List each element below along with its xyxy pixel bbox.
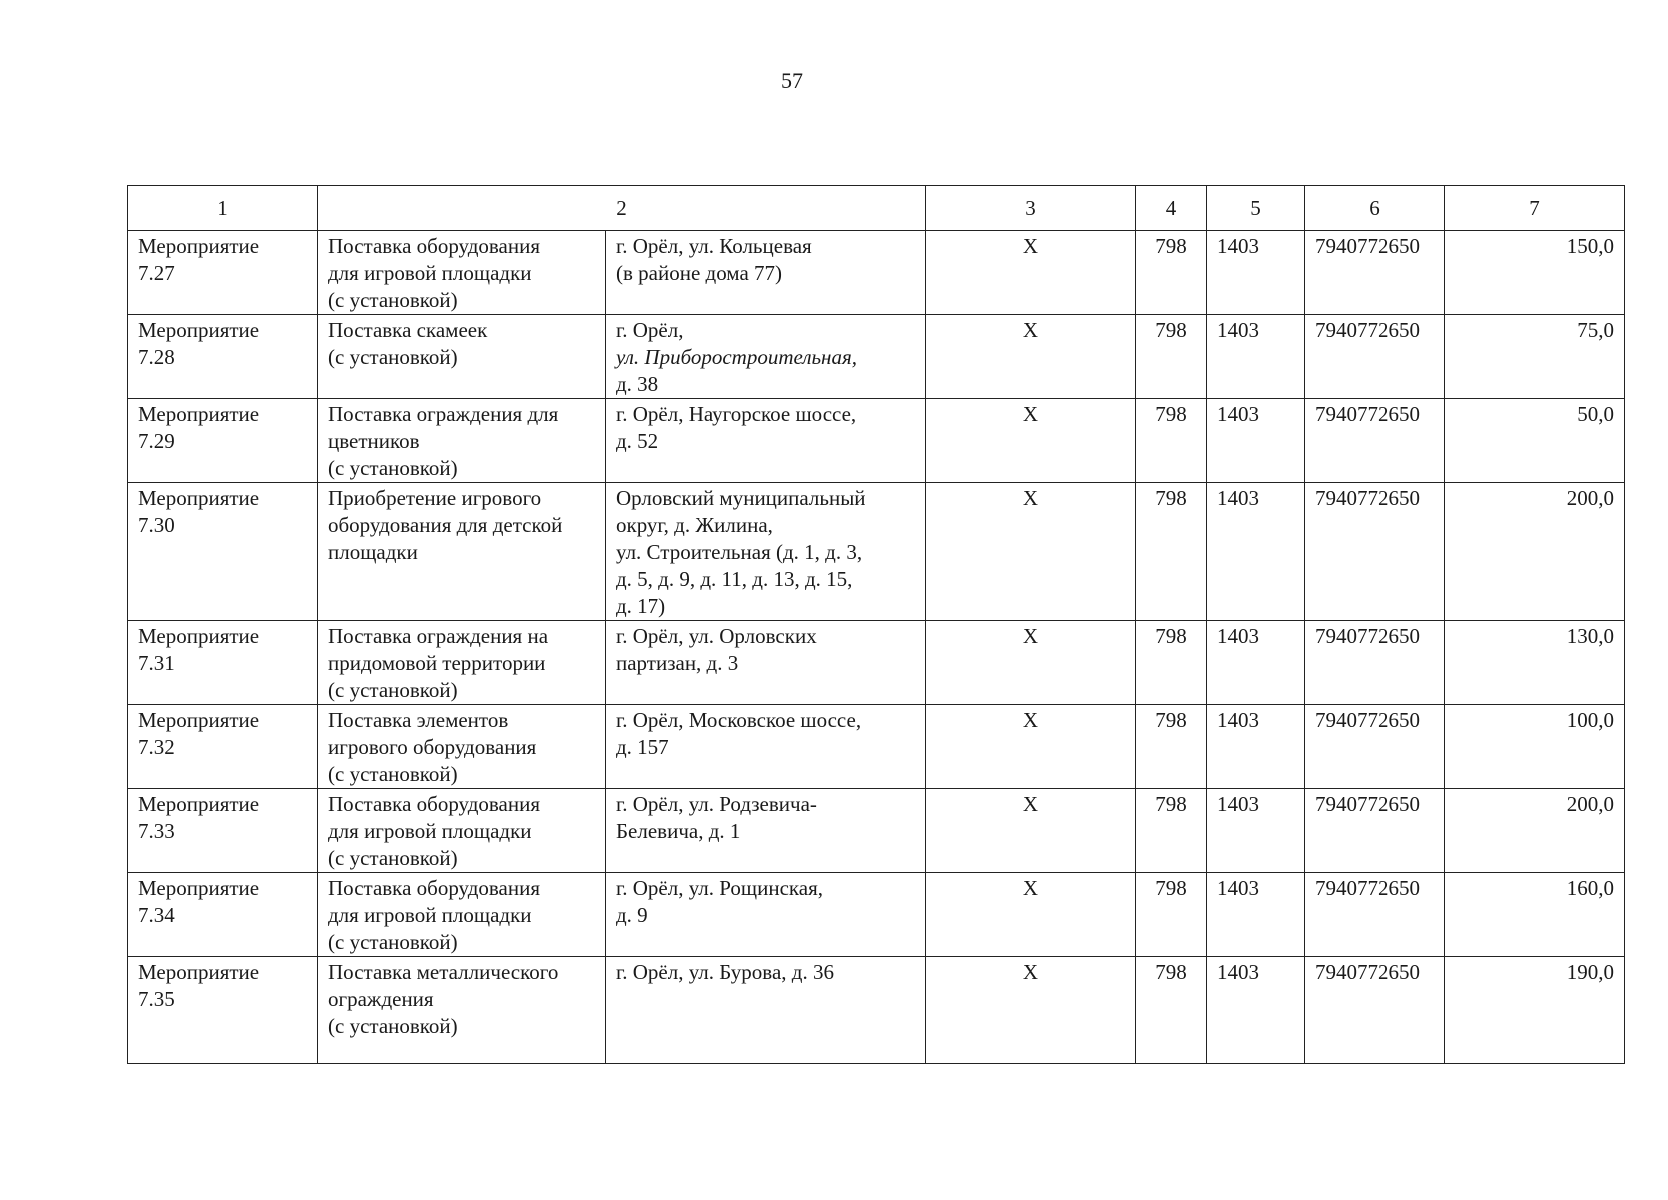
col5-cell: 1403 [1207,483,1305,621]
col5-cell: 1403 [1207,231,1305,315]
header-row [128,186,1625,231]
event-cell: Мероприятие 7.28 [128,315,318,399]
description-cell: Поставка элементов игрового оборудования (с установкой) [318,705,606,789]
activities-table [127,185,1625,1064]
col3-cell: Х [926,789,1136,873]
table-row [128,399,1625,483]
col3-cell: Х [926,231,1136,315]
address-cell: г. Орёл, ул. Кольцевая (в районе дома 77) [606,231,926,315]
col4-cell: 798 [1136,621,1207,705]
col7-cell: 160,0 [1445,873,1625,957]
col4-cell: 798 [1136,315,1207,399]
col4-cell: 798 [1136,399,1207,483]
col7-cell: 100,0 [1445,705,1625,789]
col5-cell: 1403 [1207,789,1305,873]
address-cell: г. Орёл, ул. Родзевича- Белевича, д. 1 [606,789,926,873]
col6-cell: 7940772650 [1305,483,1445,621]
address-line: ул. Приборостроительная, [616,345,857,369]
description-cell: Поставка металлического ограждения (с установкой) [318,957,606,1064]
table-row [128,483,1625,621]
description-cell: Поставка оборудования для игровой площадки (с установкой) [318,231,606,315]
table-row [128,621,1625,705]
col6-cell: 7940772650 [1305,873,1445,957]
col4-cell: 798 [1136,231,1207,315]
col5-cell: 1403 [1207,399,1305,483]
description-cell: Поставка оборудования для игровой площадки (с установкой) [318,789,606,873]
col7-cell: 150,0 [1445,231,1625,315]
event-cell: Мероприятие 7.34 [128,873,318,957]
col3-cell: Х [926,957,1136,1064]
address-line: г. Орёл, [616,318,684,342]
col6-cell: 7940772650 [1305,705,1445,789]
col6-cell: 7940772650 [1305,957,1445,1064]
col5-cell: 1403 [1207,315,1305,399]
col6-cell: 7940772650 [1305,789,1445,873]
col5-cell: 1403 [1207,621,1305,705]
description-cell: Приобретение игрового оборудования для детской площадки [318,483,606,621]
col7-cell: 190,0 [1445,957,1625,1064]
table-row [128,873,1625,957]
header-cell-1: 1 [128,186,318,231]
header-cell-3: 3 [926,186,1136,231]
address-line: д. 38 [616,372,659,396]
event-cell: Мероприятие 7.27 [128,231,318,315]
col4-cell: 798 [1136,483,1207,621]
page-number: 57 [781,68,803,93]
event-cell: Мероприятие 7.31 [128,621,318,705]
description-cell: Поставка скамеек (с установкой) [318,315,606,399]
col4-cell: 798 [1136,789,1207,873]
event-cell: Мероприятие 7.32 [128,705,318,789]
table-row [128,315,1625,399]
col3-cell: Х [926,399,1136,483]
col6-cell: 7940772650 [1305,315,1445,399]
col4-cell: 798 [1136,705,1207,789]
col7-cell: 200,0 [1445,483,1625,621]
col7-cell: 50,0 [1445,399,1625,483]
address-cell: г. Орёл, ул. Бурова, д. 36 [606,957,926,1064]
address-cell [606,315,926,399]
header-cell-7: 7 [1445,186,1625,231]
description-cell: Поставка оборудования для игровой площадки (с установкой) [318,873,606,957]
event-cell: Мероприятие 7.30 [128,483,318,621]
table-row [128,231,1625,315]
event-cell: Мероприятие 7.35 [128,957,318,1064]
table-row [128,789,1625,873]
address-cell: г. Орёл, ул. Орловских партизан, д. 3 [606,621,926,705]
description-cell: Поставка ограждения для цветников (с установкой) [318,399,606,483]
col7-cell: 200,0 [1445,789,1625,873]
col5-cell: 1403 [1207,873,1305,957]
col4-cell: 798 [1136,957,1207,1064]
col3-cell: Х [926,873,1136,957]
header-cell-2: 2 [318,186,926,231]
address-cell: г. Орёл, Московское шоссе, д. 157 [606,705,926,789]
address-cell: г. Орёл, ул. Рощинская, д. 9 [606,873,926,957]
table-row [128,957,1625,1064]
table-row [128,705,1625,789]
header-cell-6: 6 [1305,186,1445,231]
event-cell: Мероприятие 7.33 [128,789,318,873]
address-cell: г. Орёл, Наугорское шоссе, д. 52 [606,399,926,483]
col7-cell: 130,0 [1445,621,1625,705]
col5-cell: 1403 [1207,705,1305,789]
col3-cell: Х [926,705,1136,789]
header-cell-5: 5 [1207,186,1305,231]
col6-cell: 7940772650 [1305,621,1445,705]
event-cell: Мероприятие 7.29 [128,399,318,483]
description-cell: Поставка ограждения на придомовой территории (с установкой) [318,621,606,705]
col3-cell: Х [926,315,1136,399]
address-cell: Орловский муниципальный округ, д. Жилина, ул. Строительная (д. 1, д. 3, д. 5, д. 9, д. 11, д. 13, д. 15, д. 17) [606,483,926,621]
header-cell-4: 4 [1136,186,1207,231]
col4-cell: 798 [1136,873,1207,957]
col6-cell: 7940772650 [1305,399,1445,483]
col3-cell: Х [926,621,1136,705]
col6-cell: 7940772650 [1305,231,1445,315]
col7-cell: 75,0 [1445,315,1625,399]
col3-cell: Х [926,483,1136,621]
col5-cell: 1403 [1207,957,1305,1064]
